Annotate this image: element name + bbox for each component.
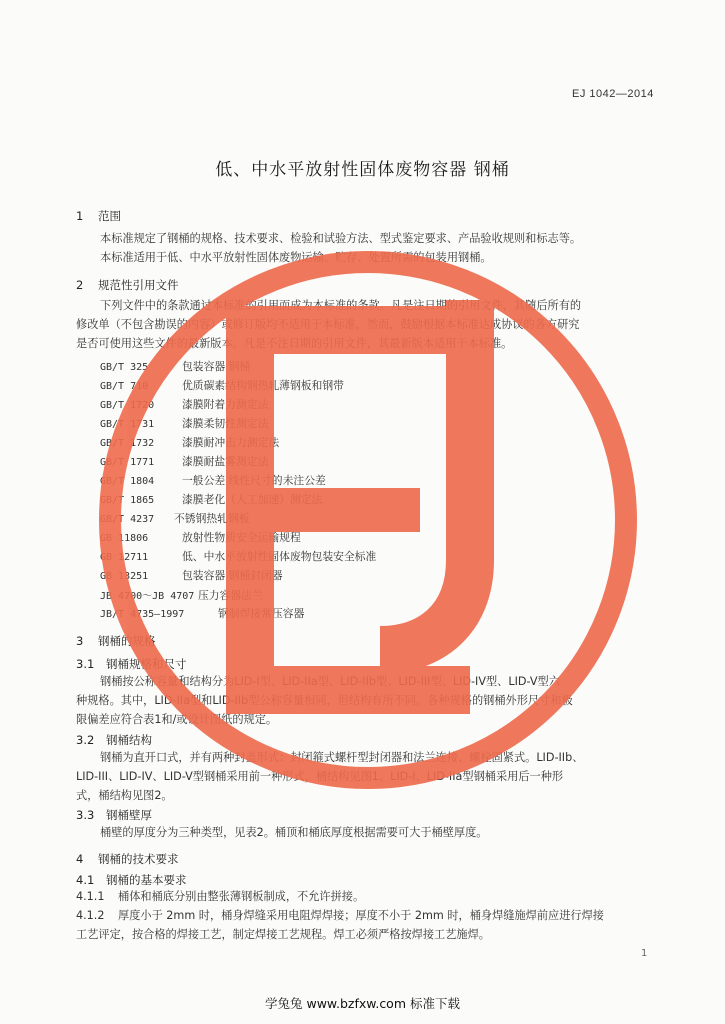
- section-2-heading: [76, 277, 179, 293]
- paragraph: 下列文件中的条款通过本标准的引用而成为本标准的条款。凡是注日期的引用文件，其随后所有的: [100, 299, 582, 312]
- paragraph: 限偏差应符合表1和/或设计图纸的规定。: [76, 713, 278, 726]
- section-title: 规范性引用文件: [98, 278, 179, 292]
- clause-4-1-2: 4.1.2 厚度小于 2mm 时，桶身焊缝采用电阻焊焊接；厚度不小于 2mm 时，桶身焊缝施焊前应进行焊接: [76, 909, 604, 922]
- paragraph: 钢桶为直开口式，并有两种封盖形式：封闭箍式螺杆型封闭器和法兰连接、螺栓固紧式。LID-IIb、: [100, 751, 584, 764]
- reference-item: GB 12711 低、中水平放射性固体废物包装安全标准: [100, 550, 377, 563]
- paragraph: 工艺评定，按合格的焊接工艺，制定焊接工艺规程。焊工必须严格按焊接工艺施焊。: [76, 928, 490, 941]
- section-number: 2: [76, 278, 84, 292]
- reference-item: GB/T 325 包装容器 钢桶: [100, 360, 251, 373]
- subsection-3-2-heading: 3.2 钢桶结构: [76, 733, 152, 747]
- standard-number: EJ 1042—2014: [572, 88, 654, 100]
- section-number: 1: [76, 209, 84, 223]
- section-number: 3: [76, 634, 84, 648]
- subsection-4-1-heading: 4.1 钢桶的基本要求: [76, 873, 187, 887]
- reference-item: GB/T 1771 漆膜耐盐雾测定法: [100, 455, 269, 468]
- reference-item: GB/T 710 优质碳素结构钢热轧薄钢板和钢带: [100, 379, 344, 392]
- paragraph: LID-III、LID-IV、LID-V型钢桶采用前一种形式，桶结构见图1。LID-I、LID-IIa型钢桶采用后一种形: [76, 770, 564, 783]
- reference-item: JB 4700～JB 4707 压力容器法兰: [100, 589, 263, 602]
- section-title: 范围: [98, 209, 121, 223]
- reference-item: GB 11806 放射性物质安全运输规程: [100, 531, 301, 544]
- section-3-heading: [76, 633, 156, 649]
- paragraph: 是否可使用这些文件的最新版本。凡是不注日期的引用文件，其最新版本适用于本标准。: [76, 337, 513, 350]
- paragraph: 修改单（不包含勘误的内容）或修订版均不适用于本标准，然而，鼓励根据本标准达成协议的各方研究: [76, 318, 580, 331]
- paragraph: 本标准适用于低、中水平放射性固体废物运输、贮存、处置所需的包装用钢桶。: [100, 251, 492, 264]
- subsection-3-1-heading: 3.1 钢桶规格和尺寸: [76, 657, 187, 671]
- reference-item: GB/T 4237 不锈钢热轧钢板: [100, 512, 250, 525]
- reference-item: GB/T 1731 漆膜柔韧性测定法: [100, 417, 269, 430]
- paragraph: 种规格。其中，LID-IIa型和LID-IIb型公称容量相同，但结构有所不同。各种规格的钢桶外形尺寸和极: [76, 694, 573, 707]
- reference-item: GB/T 1732 漆膜耐冲击力测定法: [100, 436, 280, 449]
- section-4-heading: [76, 851, 179, 867]
- section-title: 钢桶的规格: [98, 634, 156, 648]
- section-title: 钢桶的技术要求: [98, 852, 179, 866]
- paragraph: 桶壁的厚度分为三种类型，见表2。桶顶和桶底厚度根据需要可大于桶壁厚度。: [100, 826, 488, 839]
- reference-item: JB/T 4735—1997 钢制焊接常压容器: [100, 607, 305, 620]
- section-number: 4: [76, 852, 84, 866]
- reference-item: GB/T 1720 漆膜附着力测定法: [100, 398, 269, 411]
- paragraph: 钢桶按公称容量和结构分为LID-I型、LID-IIa型、LID-IIb型、LID-III型、LID-IV型、LID-V型六: [100, 675, 560, 688]
- footer-text: 学兔兔 www.bzfxw.com 标准下载: [265, 996, 460, 1011]
- reference-item: GB/T 1865 漆膜老化（人工加速）测定法: [100, 493, 323, 506]
- reference-item: GB 13251 包装容器 钢桶封闭器: [100, 569, 283, 582]
- subsection-3-3-heading: 3.3 钢桶壁厚: [76, 808, 152, 822]
- paragraph: 式，桶结构见图2。: [76, 789, 173, 802]
- clause-4-1-1: 4.1.1 桶体和桶底分别由整张薄钢板制成，不允许拼接。: [76, 890, 365, 903]
- section-1-heading: [76, 208, 121, 224]
- page-number: 1: [641, 948, 648, 959]
- document-title: 低、中水平放射性固体废物容器 钢桶: [215, 160, 510, 180]
- paragraph: 本标准规定了钢桶的规格、技术要求、检验和试验方法、型式鉴定要求、产品验收规则和标志等。: [100, 232, 582, 245]
- reference-item: GB/T 1804 一般公差 线性尺寸的未注公差: [100, 474, 326, 487]
